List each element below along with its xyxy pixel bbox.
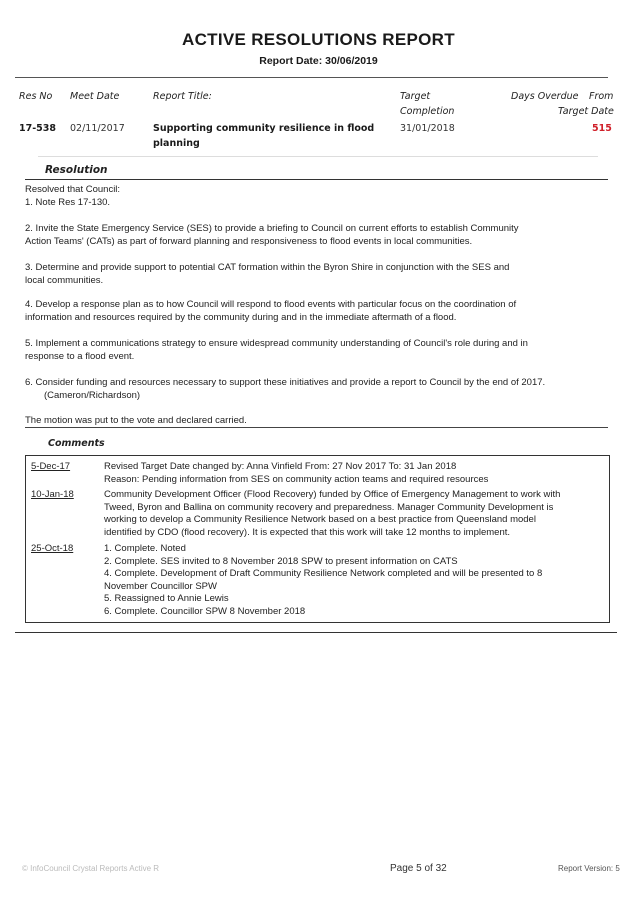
col-completion: Completion — [400, 106, 455, 117]
col-target: Target — [400, 91, 431, 102]
comment-line: Revised Target Date changed by: Anna Vinfield From: 27 Nov 2017 To: 31 Jan 2018 — [104, 461, 457, 472]
resolution-line: The motion was put to the vote and declared carried. — [25, 415, 247, 426]
col-res-no: Res No — [19, 91, 53, 102]
record-title-line2: planning — [153, 138, 200, 149]
resolution-line: 1. Note Res 17-130. — [25, 197, 111, 208]
comment-date: 5-Dec-17 — [31, 461, 71, 472]
comment-line: working to develop a Community Resilience Network based on a best practice from Queensland model — [104, 514, 536, 525]
comment-line: 5. Reassigned to Annie Lewis — [104, 593, 229, 604]
col-report-title: Report Title: — [153, 91, 212, 102]
col-meet-date: Meet Date — [70, 91, 120, 102]
comment-line: Community Development Officer (Flood Recovery) funded by Office of Emergency Management to work with — [104, 489, 561, 500]
footer-copyright: © InfoCouncil Crystal Reports Active R — [22, 864, 160, 873]
comment-line: Tweed, Byron and Ballina on community recovery and preparedness. Manager Community Development is — [104, 501, 554, 513]
resolution-line: local communities. — [25, 275, 104, 286]
comment-line: Reason: Pending information from SES on community action teams and required resources — [104, 473, 489, 485]
comments-box — [25, 455, 610, 623]
comment-date: 25-Oct-18 — [31, 543, 74, 554]
comment-date: 10-Jan-18 — [31, 489, 74, 500]
resolution-line: Action Teams' (CATs) as part of forward planning and responsiveness to flood events in local communities. — [25, 236, 473, 247]
col-days-overdue: Days Overdue — [511, 91, 579, 102]
comment-entry — [31, 543, 606, 617]
resolution-line: 4. Develop a response plan as to how Council will respond to flood events with particular focus on the coordination of — [25, 299, 517, 310]
resolution-line: 3. Determine and provide support to potential CAT formation within the Byron Shire in conjunction with the SES and — [25, 262, 510, 273]
footer-page-number: Page 5 of 32 — [390, 863, 447, 874]
top-divider — [15, 77, 608, 78]
resolution-line: (Cameron/Richardson) — [44, 390, 141, 401]
report-title: ACTIVE RESOLUTIONS REPORT — [182, 30, 455, 49]
resolution-divider — [25, 179, 608, 180]
record-meet-date: 02/11/2017 — [70, 123, 125, 134]
col-target-date: Target Date — [558, 106, 614, 117]
comments-heading: Comments — [48, 438, 105, 449]
col-from: From — [589, 91, 614, 102]
page-end-divider — [15, 632, 617, 633]
resolution-end-divider — [25, 427, 608, 428]
resolution-line: response to a flood event. — [25, 351, 135, 362]
resolution-line: 6. Consider funding and resources necessary to support these initiatives and provide a report to Council by the end of 2017. — [25, 377, 546, 388]
footer-report-version: Report Version: 5 — [558, 864, 620, 873]
comment-line: 1. Complete. Noted — [104, 543, 186, 554]
comment-line: 4. Complete. Development of Draft Community Resilience Network completed and will be presented to 8 — [104, 568, 543, 579]
report-date: Report Date: 30/06/2019 — [259, 55, 378, 67]
comment-entry — [31, 461, 606, 485]
row-divider — [38, 156, 598, 157]
record-days-overdue: 515 — [592, 123, 612, 134]
comment-line: November Councillor SPW — [104, 580, 217, 592]
resolution-line: 5. Implement a communications strategy to ensure widespread community understanding of Council's role during and in — [25, 338, 528, 349]
comment-entry — [31, 489, 606, 538]
comment-line: identified by CDO (flood recovery). It is expected that this work will take 12 months to implement. — [104, 526, 511, 538]
comment-line: 2. Complete. SES invited to 8 November 2018 SPW to present information on CATS — [104, 555, 458, 567]
comment-line: 6. Complete. Councillor SPW 8 November 2018 — [104, 605, 306, 617]
resolution-line: information and resources required by the community during and in the immediate aftermath of a flood. — [25, 312, 457, 323]
resolution-line: Resolved that Council: — [25, 184, 121, 195]
record-res-no: 17-538 — [19, 123, 56, 134]
resolution-line: 2. Invite the State Emergency Service (SES) to provide a briefing to Council on current efforts to establish Community — [25, 223, 519, 234]
record-title-line1: Supporting community resilience in flood — [153, 123, 375, 134]
record-target: 31/01/2018 — [400, 123, 455, 134]
resolution-heading: Resolution — [45, 164, 108, 176]
